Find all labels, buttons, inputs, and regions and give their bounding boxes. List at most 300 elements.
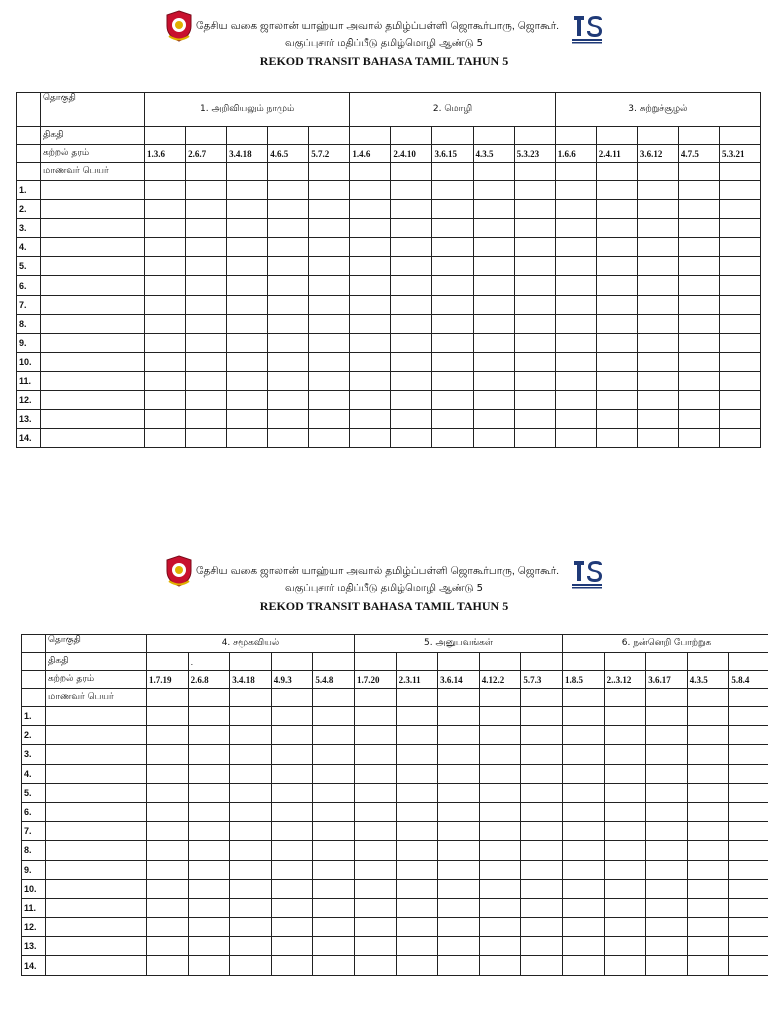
level-cell	[230, 653, 272, 671]
empty-cell	[230, 689, 272, 707]
empty-cell	[563, 689, 605, 707]
empty-cell	[313, 689, 355, 707]
mark-cell	[563, 726, 605, 745]
mark-cell	[479, 956, 521, 975]
mark-cell	[313, 822, 355, 841]
mark-cell	[596, 200, 637, 219]
empty-cell	[646, 689, 688, 707]
mark-cell	[227, 314, 268, 333]
empty-cell	[188, 689, 230, 707]
mark-cell	[186, 371, 227, 390]
mark-cell	[687, 745, 729, 764]
mark-cell	[637, 276, 678, 295]
mark-cell	[354, 745, 396, 764]
student-row	[17, 295, 761, 314]
mark-cell	[271, 802, 313, 821]
student-name-cell	[46, 937, 147, 956]
mark-cell	[729, 841, 768, 860]
student-row	[22, 707, 768, 726]
assessment-subtitle: வகுப்புசார் மதிப்பீடு தமிழ்மொழி ஆண்டு 5	[285, 38, 483, 49]
mark-cell	[719, 391, 760, 410]
mark-cell	[687, 726, 729, 745]
mark-cell	[271, 783, 313, 802]
mark-cell	[309, 371, 350, 390]
mark-cell	[521, 956, 563, 975]
mark-cell	[729, 745, 768, 764]
mark-cell	[514, 276, 555, 295]
mark-cell	[514, 200, 555, 219]
learning-standard-code: 1.7.19	[147, 671, 189, 689]
mark-cell	[473, 371, 514, 390]
student-name-cell	[41, 352, 145, 371]
row-number: 13.	[17, 410, 41, 429]
student-name-label: மாணவர் பெயர்	[46, 689, 147, 707]
mark-cell	[646, 879, 688, 898]
student-name-cell	[41, 200, 145, 219]
mark-cell	[186, 333, 227, 352]
level-cell	[596, 127, 637, 145]
row-number: 1.	[17, 181, 41, 200]
mark-cell	[432, 371, 473, 390]
student-row	[17, 429, 761, 448]
mark-cell	[350, 200, 391, 219]
student-row	[17, 257, 761, 276]
mark-cell	[186, 257, 227, 276]
mark-cell	[147, 841, 189, 860]
mark-cell	[719, 429, 760, 448]
standard-row	[17, 145, 761, 163]
mark-cell	[391, 219, 432, 238]
mark-cell	[227, 181, 268, 200]
empty-cell	[719, 163, 760, 181]
mark-cell	[555, 238, 596, 257]
mark-cell	[521, 764, 563, 783]
empty-cell	[186, 163, 227, 181]
mark-cell	[596, 410, 637, 429]
level-row	[22, 653, 768, 671]
mark-cell	[555, 410, 596, 429]
mark-cell	[521, 802, 563, 821]
mark-cell	[309, 219, 350, 238]
learning-standard-code: 5.8.4	[729, 671, 768, 689]
mark-cell	[521, 898, 563, 917]
mark-cell	[145, 295, 186, 314]
mark-cell	[678, 314, 719, 333]
mark-cell	[438, 707, 480, 726]
mark-cell	[268, 333, 309, 352]
mark-cell	[396, 956, 438, 975]
standard-label: கற்றல் தரம்	[41, 145, 145, 163]
mark-cell	[473, 429, 514, 448]
topic-row	[17, 93, 761, 127]
mark-cell	[227, 257, 268, 276]
mark-cell	[438, 841, 480, 860]
learning-standard-code: 1.7.20	[354, 671, 396, 689]
mark-cell	[678, 257, 719, 276]
mark-cell	[313, 707, 355, 726]
mark-cell	[147, 879, 189, 898]
row-number: 9.	[17, 333, 41, 352]
standard-label: கற்றல் தரம்	[46, 671, 147, 689]
mark-cell	[514, 314, 555, 333]
mark-cell	[563, 918, 605, 937]
corner-cell	[22, 653, 46, 671]
learning-standard-code: 3.4.18	[227, 145, 268, 163]
mark-cell	[646, 860, 688, 879]
mark-cell	[438, 879, 480, 898]
mark-cell	[646, 956, 688, 975]
mark-cell	[637, 181, 678, 200]
mark-cell	[230, 918, 272, 937]
mark-cell	[555, 314, 596, 333]
level-label: திகதி	[46, 653, 147, 671]
mark-cell	[596, 181, 637, 200]
mark-cell	[563, 707, 605, 726]
learning-standard-code: 3.6.17	[646, 671, 688, 689]
mark-cell	[147, 918, 189, 937]
mark-cell	[186, 200, 227, 219]
learning-standard-code: 5.3.21	[719, 145, 760, 163]
mark-cell	[230, 707, 272, 726]
mark-cell	[313, 956, 355, 975]
mark-cell	[268, 352, 309, 371]
mark-cell	[147, 822, 189, 841]
mark-cell	[188, 898, 230, 917]
mark-cell	[432, 219, 473, 238]
mark-cell	[514, 352, 555, 371]
student-name-cell	[46, 707, 147, 726]
mark-cell	[350, 257, 391, 276]
mark-cell	[147, 956, 189, 975]
mark-cell	[719, 257, 760, 276]
mark-cell	[227, 391, 268, 410]
mark-cell	[479, 879, 521, 898]
mark-cell	[309, 333, 350, 352]
mark-cell	[227, 429, 268, 448]
mark-cell	[188, 918, 230, 937]
mark-cell	[604, 956, 646, 975]
mark-cell	[268, 391, 309, 410]
mark-cell	[473, 181, 514, 200]
level-cell	[438, 653, 480, 671]
empty-cell	[438, 689, 480, 707]
mark-cell	[268, 314, 309, 333]
mark-cell	[309, 181, 350, 200]
mark-cell	[145, 352, 186, 371]
mark-cell	[729, 956, 768, 975]
mark-cell	[145, 314, 186, 333]
level-label: திகதி	[41, 127, 145, 145]
mark-cell	[563, 879, 605, 898]
mark-cell	[479, 937, 521, 956]
mark-cell	[396, 822, 438, 841]
mark-cell	[271, 822, 313, 841]
learning-standard-code: 4.3.5	[473, 145, 514, 163]
mark-cell	[313, 802, 355, 821]
mark-cell	[637, 333, 678, 352]
mark-cell	[147, 898, 189, 917]
mark-cell	[646, 898, 688, 917]
student-row	[22, 764, 768, 783]
corner-cell	[17, 93, 41, 127]
mark-cell	[521, 745, 563, 764]
topic-header: 4. சமூகவியல்	[147, 635, 355, 653]
student-name-cell	[46, 860, 147, 879]
sheet-title: REKOD TRANSIT BAHASA TAMIL TAHUN 5	[259, 54, 509, 68]
student-row	[22, 841, 768, 860]
mark-cell	[479, 918, 521, 937]
level-cell	[719, 127, 760, 145]
mark-cell	[521, 879, 563, 898]
mark-cell	[637, 429, 678, 448]
mark-cell	[555, 352, 596, 371]
mark-cell	[186, 219, 227, 238]
learning-standard-code: 1.3.6	[145, 145, 186, 163]
level-cell	[432, 127, 473, 145]
topic-label: தொகுதி	[46, 635, 147, 653]
student-name-cell	[46, 745, 147, 764]
mark-cell	[604, 745, 646, 764]
mark-cell	[596, 429, 637, 448]
mark-cell	[719, 181, 760, 200]
level-cell	[555, 127, 596, 145]
empty-cell	[396, 689, 438, 707]
mark-cell	[227, 238, 268, 257]
mark-cell	[227, 276, 268, 295]
mark-cell	[313, 764, 355, 783]
mark-cell	[230, 802, 272, 821]
mark-cell	[729, 783, 768, 802]
student-row	[22, 783, 768, 802]
row-number: 4.	[17, 238, 41, 257]
mark-cell	[687, 937, 729, 956]
mark-cell	[147, 726, 189, 745]
mark-cell	[479, 707, 521, 726]
mark-cell	[147, 783, 189, 802]
empty-cell	[354, 689, 396, 707]
student-name-cell	[46, 822, 147, 841]
level-cell	[473, 127, 514, 145]
mark-cell	[604, 937, 646, 956]
mark-cell	[473, 333, 514, 352]
level-cell	[563, 653, 605, 671]
mark-cell	[678, 181, 719, 200]
mark-cell	[186, 352, 227, 371]
learning-standard-code: 2.4.11	[596, 145, 637, 163]
row-number: 9.	[22, 860, 46, 879]
mark-cell	[719, 333, 760, 352]
mark-cell	[729, 726, 768, 745]
mark-cell	[313, 879, 355, 898]
student-row	[17, 333, 761, 352]
level-cell	[646, 653, 688, 671]
level-cell	[391, 127, 432, 145]
mark-cell	[479, 860, 521, 879]
mark-cell	[354, 783, 396, 802]
mark-cell	[188, 764, 230, 783]
mark-cell	[313, 745, 355, 764]
mark-cell	[473, 257, 514, 276]
mark-cell	[719, 371, 760, 390]
mark-cell	[604, 783, 646, 802]
mark-cell	[438, 937, 480, 956]
mark-cell	[678, 238, 719, 257]
mark-cell	[687, 860, 729, 879]
mark-cell	[563, 841, 605, 860]
mark-cell	[555, 219, 596, 238]
mark-cell	[271, 764, 313, 783]
student-row	[17, 314, 761, 333]
mark-cell	[271, 956, 313, 975]
mark-cell	[145, 200, 186, 219]
topic-row	[22, 635, 768, 653]
mark-cell	[687, 956, 729, 975]
mark-cell	[271, 918, 313, 937]
mark-cell	[521, 937, 563, 956]
row-number: 12.	[22, 918, 46, 937]
student-row	[17, 352, 761, 371]
mark-cell	[479, 745, 521, 764]
mark-cell	[145, 429, 186, 448]
student-row	[17, 238, 761, 257]
student-row	[22, 860, 768, 879]
mark-cell	[646, 822, 688, 841]
mark-cell	[354, 879, 396, 898]
level-cell	[350, 127, 391, 145]
corner-cell	[22, 671, 46, 689]
mark-cell	[555, 181, 596, 200]
level-cell	[479, 653, 521, 671]
learning-standard-code: 1.6.6	[555, 145, 596, 163]
student-name-cell	[41, 314, 145, 333]
student-header-row	[17, 163, 761, 181]
school-name: தேசிய வகை ஜாலான் யாஹ்யா அவால் தமிழ்ப்பள்ளி ஜொகூர்பாரு, ஜொகூர்.	[196, 565, 560, 577]
learning-standard-code: 3.4.18	[230, 671, 272, 689]
mark-cell	[438, 860, 480, 879]
row-number: 11.	[17, 371, 41, 390]
sheet-title: REKOD TRANSIT BAHASA TAMIL TAHUN 5	[259, 599, 509, 613]
mark-cell	[354, 841, 396, 860]
mark-cell	[604, 802, 646, 821]
mark-cell	[563, 937, 605, 956]
mark-cell	[729, 860, 768, 879]
level-cell	[396, 653, 438, 671]
learning-standard-code: 2.3.11	[396, 671, 438, 689]
mark-cell	[230, 860, 272, 879]
student-row	[22, 745, 768, 764]
mark-cell	[719, 276, 760, 295]
student-name-cell	[41, 295, 145, 314]
mark-cell	[438, 745, 480, 764]
mark-cell	[521, 860, 563, 879]
mark-cell	[396, 783, 438, 802]
mark-cell	[719, 352, 760, 371]
student-row	[22, 898, 768, 917]
learning-standard-code: 5.7.2	[309, 145, 350, 163]
mark-cell	[473, 391, 514, 410]
mark-cell	[396, 802, 438, 821]
mark-cell	[230, 822, 272, 841]
mark-cell	[186, 429, 227, 448]
row-number: 4.	[22, 764, 46, 783]
learning-standard-code: 4.7.5	[678, 145, 719, 163]
mark-cell	[678, 200, 719, 219]
level-cell	[678, 127, 719, 145]
level-cell	[147, 653, 189, 671]
student-row	[22, 956, 768, 975]
mark-cell	[646, 707, 688, 726]
student-row	[22, 918, 768, 937]
empty-cell	[514, 163, 555, 181]
mark-cell	[596, 238, 637, 257]
mark-cell	[432, 429, 473, 448]
mark-cell	[637, 371, 678, 390]
student-row	[22, 822, 768, 841]
mark-cell	[646, 783, 688, 802]
mark-cell	[687, 764, 729, 783]
mark-cell	[555, 276, 596, 295]
student-row	[17, 219, 761, 238]
mark-cell	[188, 745, 230, 764]
mark-cell	[604, 860, 646, 879]
level-cell	[268, 127, 309, 145]
level-cell	[354, 653, 396, 671]
empty-cell	[391, 163, 432, 181]
row-number: 10.	[22, 879, 46, 898]
mark-cell	[186, 295, 227, 314]
student-name-cell	[46, 726, 147, 745]
mark-cell	[271, 860, 313, 879]
mark-cell	[514, 257, 555, 276]
learning-standard-code: 1.4.6	[350, 145, 391, 163]
mark-cell	[268, 181, 309, 200]
empty-cell	[479, 689, 521, 707]
topic-header: 3. சுற்றுச்சூழல்	[555, 93, 760, 127]
mark-cell	[145, 181, 186, 200]
mark-cell	[230, 841, 272, 860]
mark-cell	[188, 726, 230, 745]
mark-cell	[271, 879, 313, 898]
mark-cell	[354, 937, 396, 956]
student-name-cell	[46, 783, 147, 802]
empty-cell	[521, 689, 563, 707]
mark-cell	[391, 333, 432, 352]
empty-cell	[678, 163, 719, 181]
mark-cell	[145, 238, 186, 257]
mark-cell	[309, 257, 350, 276]
mark-cell	[729, 918, 768, 937]
mark-cell	[396, 707, 438, 726]
mark-cell	[391, 181, 432, 200]
mark-cell	[719, 219, 760, 238]
mark-cell	[438, 802, 480, 821]
level-cell	[271, 653, 313, 671]
mark-cell	[678, 429, 719, 448]
topic-header: 1. அறிவியலும் நாமும்	[145, 93, 350, 127]
mark-cell	[350, 314, 391, 333]
mark-cell	[350, 295, 391, 314]
mark-cell	[438, 822, 480, 841]
mark-cell	[687, 707, 729, 726]
mark-cell	[637, 238, 678, 257]
student-name-cell	[41, 219, 145, 238]
mark-cell	[396, 841, 438, 860]
student-row	[17, 276, 761, 295]
mark-cell	[637, 295, 678, 314]
mark-cell	[646, 841, 688, 860]
mark-cell	[268, 257, 309, 276]
empty-cell	[555, 163, 596, 181]
